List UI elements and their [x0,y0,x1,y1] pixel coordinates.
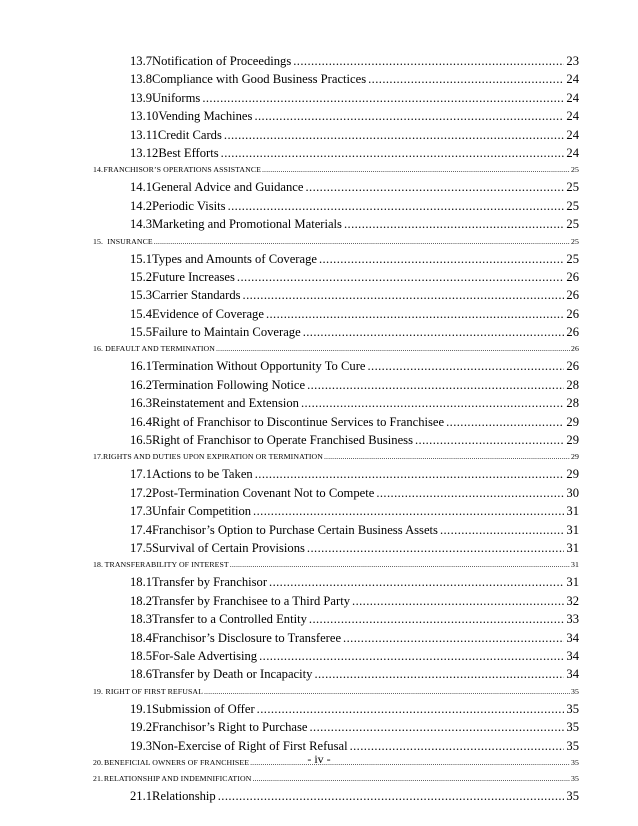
toc-entry-page: 25 [571,165,579,175]
toc-entry-page: 24 [566,72,579,87]
toc-subsection-entry [0,465,638,483]
toc-entry-number: 13.11 [130,127,158,142]
toc-subsection-entry [0,573,638,591]
toc-entry-page: 35 [566,738,579,753]
toc-entry-number: 13.7 [130,54,153,68]
toc-entry-page: 25 [566,251,579,266]
toc-entry-number: 17.5 [130,540,153,555]
toc-subsection-entry [0,268,638,286]
toc-section-entry [0,341,638,357]
toc-entry-title: Transfer to a Controlled Entity [152,612,307,627]
toc-entry-title: Compliance with Good Business Practices [152,72,367,87]
toc-subsection-entry [0,592,638,610]
toc-subsection-entry [0,787,638,805]
toc-subsection-entry [0,629,638,647]
toc-subsection-entry [0,215,638,233]
toc-entry-page: 26 [566,359,579,374]
dot-leader [305,178,564,196]
toc-subsection-entry [0,665,638,683]
dot-leader [216,341,570,357]
toc-entry-page: 29 [571,452,579,462]
toc-subsection-entry [0,305,638,323]
toc-entry-number: 18.6 [130,667,153,682]
dot-leader [367,357,564,375]
toc-entry-page: 26 [566,288,579,303]
toc-entry-page: 25 [566,180,579,195]
toc-entry-title: Reinstatement and Extension [152,396,299,411]
toc-entry-page: 29 [566,433,579,448]
dot-leader [154,234,570,250]
toc-entry-number: 18. [93,560,104,570]
toc-entry-page: 32 [566,593,579,608]
toc-entry-title: Right of Franchisor to Operate Franchised Business [152,433,413,448]
toc-entry-number: 15.3 [130,288,153,303]
toc-entry-title: Termination Following Notice [152,377,306,392]
toc-entry-page: 24 [566,127,579,142]
toc-entry-number: 21.1 [130,788,153,803]
toc-entry-number: 13.12 [130,145,159,160]
toc-entry-number: 16. [93,344,104,354]
dot-leader [293,52,564,70]
toc-subsection-entry [0,357,638,375]
dot-leader [307,376,564,394]
toc-entry-page: 35 [571,686,579,696]
toc-entry-number: 17.2 [130,485,153,500]
toc-section-entry [0,449,638,465]
toc-entry-title: Transfer by Franchisor [152,575,268,590]
toc-subsection-entry [0,286,638,304]
toc-entry-title: Submission of Offer [152,701,255,716]
toc-entry-number: 17. [93,452,104,462]
toc-entry-number: 15.5 [130,325,153,340]
dot-leader [440,521,564,539]
toc-entry-page: 26 [566,269,579,284]
toc-entry-number: 19. [93,686,104,696]
toc-entry-title: BENEFICIAL OWNERS OF FRANCHISEE [103,757,250,767]
toc-entry-page: 31 [566,575,579,590]
toc-subsection-entry [0,484,638,502]
toc-subsection-entry [0,376,638,394]
dot-leader [368,70,564,88]
toc-entry-page: 34 [566,648,579,663]
toc-entry-number: 20. [93,757,104,767]
toc-entry-page: 35 [566,788,579,803]
toc-entry-number: 17.3 [130,504,153,519]
toc-entry-title: FRANCHISOR’S OPERATIONS ASSISTANCE [103,165,261,175]
dot-leader [309,718,564,736]
toc-entry-number: 14.1 [130,180,153,195]
toc-entry-number: 18.4 [130,630,153,645]
toc-section-entry [0,234,638,250]
dot-leader [446,413,564,431]
toc-entry-title: Evidence of Coverage [152,306,264,321]
toc-subsection-entry [0,70,638,88]
toc-entry-title: DEFAULT AND TERMINATION [105,344,215,354]
toc-subsection-entry [0,610,638,628]
toc-entry-title: General Advice and Guidance [152,180,304,195]
toc-entry-page: 31 [571,560,579,570]
toc-subsection-entry [0,250,638,268]
toc-entry-number: 18.5 [130,648,153,663]
dot-leader [254,107,564,125]
toc-subsection-entry [0,323,638,341]
dot-leader [204,684,570,700]
toc-entry-title: Right of Franchisor to Discontinue Services to Franchisee [152,414,445,429]
dot-leader [266,305,564,323]
toc-entry-number: 14.2 [130,198,153,213]
dot-leader [415,431,564,449]
toc-entry-number: 13.8 [130,72,153,87]
toc-entry-title: Uniforms [152,90,201,105]
toc-subsection-entry [0,502,638,520]
table-of-contents [0,52,638,805]
toc-entry-page: 29 [566,414,579,429]
toc-entry-number: 16.2 [130,377,153,392]
dot-leader [228,197,565,215]
toc-subsection-entry [0,700,638,718]
toc-entry-title: Relationship [152,788,216,803]
toc-subsection-entry [0,197,638,215]
toc-entry-page: 31 [566,522,579,537]
toc-entry-number: 18.1 [130,575,153,590]
toc-entry-page: 31 [566,540,579,555]
toc-entry-page: 31 [566,504,579,519]
dot-leader [253,502,564,520]
toc-entry-title: Transfer by Franchisee to a Third Party [152,593,351,608]
toc-subsection-entry [0,178,638,196]
toc-entry-page: 29 [566,467,579,482]
dot-leader [343,629,564,647]
toc-entry-page: 30 [566,485,579,500]
toc-entry-page: 23 [566,54,579,68]
toc-subsection-entry [0,89,638,107]
toc-entry-title: Post-Termination Covenant Not to Compete [152,485,375,500]
toc-entry-number: 19.2 [130,720,153,735]
toc-section-entry [0,557,638,573]
toc-section-entry [0,684,638,700]
toc-entry-page: 25 [566,198,579,213]
dot-leader [307,539,564,557]
toc-entry-page: 35 [571,773,579,783]
page-number-footer: - iv - [307,752,331,766]
toc-entry-page: 34 [566,630,579,645]
toc-entry-title: INSURANCE [107,236,153,246]
toc-entry-title: Unfair Competition [152,504,252,519]
toc-section-entry [0,162,638,178]
toc-entry-page: 28 [566,396,579,411]
toc-entry-number: 18.3 [130,612,153,627]
toc-subsection-entry [0,647,638,665]
toc-subsection-entry [0,413,638,431]
dot-leader [252,771,570,787]
dot-leader [319,250,564,268]
toc-entry-number: 21. [93,773,104,783]
toc-entry-title: Actions to be Taken [152,467,253,482]
dot-leader [237,268,564,286]
toc-entry-number: 15. [93,236,104,246]
toc-entry-page: 35 [566,720,579,735]
toc-entry-title: Franchisor’s Option to Purchase Certain Business Assets [152,522,438,537]
toc-entry-number: 17.4 [130,522,153,537]
dot-leader [376,484,564,502]
toc-entry-title: Types and Amounts of Coverage [152,251,317,266]
dot-leader [202,89,564,107]
toc-subsection-entry [0,539,638,557]
toc-subsection-entry [0,431,638,449]
dot-leader [352,592,564,610]
toc-subsection-entry [0,521,638,539]
toc-entry-page: 35 [571,757,579,767]
toc-entry-number: 15.1 [130,251,153,266]
toc-entry-title: Transfer by Death or Incapacity [152,667,313,682]
toc-entry-title: Best Efforts [158,145,219,160]
toc-entry-number: 16.5 [130,433,153,448]
toc-entry-title: Carrier Standards [152,288,241,303]
dot-leader [309,610,565,628]
dot-leader [303,323,565,341]
dot-leader [230,557,570,573]
toc-subsection-entry [0,718,638,736]
dot-leader [255,465,565,483]
toc-entry-title: Survival of Certain Provisions [152,540,305,555]
toc-entry-title: Marketing and Promotional Materials [152,217,342,232]
toc-entry-number: 13.10 [130,109,159,124]
toc-entry-number: 15.2 [130,269,153,284]
toc-entry-title: Periodic Visits [152,198,226,213]
toc-subsection-entry [0,52,638,70]
toc-section-entry [0,771,638,787]
dot-leader [314,665,564,683]
dot-leader [262,162,570,178]
dot-leader [269,573,564,591]
toc-entry-number: 17.1 [130,467,153,482]
toc-entry-title: Notification of Proceedings [152,54,292,68]
toc-entry-title: Credit Cards [157,127,222,142]
dot-leader [221,144,565,162]
toc-entry-title: Non-Exercise of Right of First Refusal [152,738,348,753]
toc-entry-title: Termination Without Opportunity To Cure [152,359,366,374]
toc-entry-number: 16.3 [130,396,153,411]
dot-leader [218,787,565,805]
dot-leader [224,126,565,144]
toc-entry-page: 26 [571,344,579,354]
toc-entry-page: 26 [566,325,579,340]
toc-subsection-entry [0,126,638,144]
toc-entry-title: Vending Machines [158,109,253,124]
toc-entry-page: 24 [566,90,579,105]
toc-entry-number: 15.4 [130,306,153,321]
toc-entry-number: 16.1 [130,359,153,374]
toc-entry-number: 18.2 [130,593,153,608]
toc-entry-page: 24 [566,145,579,160]
toc-entry-title: RIGHTS AND DUTIES UPON EXPIRATION OR TERMINATION [103,452,323,462]
toc-entry-page: 24 [566,109,579,124]
toc-entry-title: Franchisor’s Right to Purchase [152,720,308,735]
toc-entry-title: For-Sale Advertising [152,648,258,663]
toc-entry-number: 13.9 [130,90,153,105]
toc-entry-number: 19.1 [130,701,153,716]
toc-entry-title: Failure to Maintain Coverage [152,325,301,340]
toc-entry-page: 26 [566,306,579,321]
toc-entry-number: 16.4 [130,414,153,429]
toc-entry-title: RIGHT OF FIRST REFUSAL [105,686,203,696]
toc-entry-title: RELATIONSHIP AND INDEMNIFICATION [103,773,252,783]
toc-entry-number: 19.3 [130,738,153,753]
toc-entry-page: 28 [566,377,579,392]
dot-leader [243,286,565,304]
toc-entry-page: 34 [566,667,579,682]
dot-leader [257,700,565,718]
toc-entry-number: 14. [93,165,104,175]
toc-entry-title: TRANSFERABILITY OF INTEREST [104,560,229,570]
toc-entry-page: 25 [571,236,579,246]
toc-entry-page: 35 [566,701,579,716]
toc-entry-page: 33 [566,612,579,627]
dot-leader [259,647,564,665]
toc-subsection-entry [0,144,638,162]
dot-leader [324,449,570,465]
toc-entry-title: Franchisor’s Disclosure to Transferee [152,630,342,645]
toc-subsection-entry [0,107,638,125]
dot-leader [344,215,564,233]
toc-entry-page: 25 [566,217,579,232]
toc-subsection-entry [0,394,638,412]
toc-entry-title: Future Increases [152,269,235,284]
dot-leader [301,394,564,412]
toc-entry-number: 14.3 [130,217,153,232]
